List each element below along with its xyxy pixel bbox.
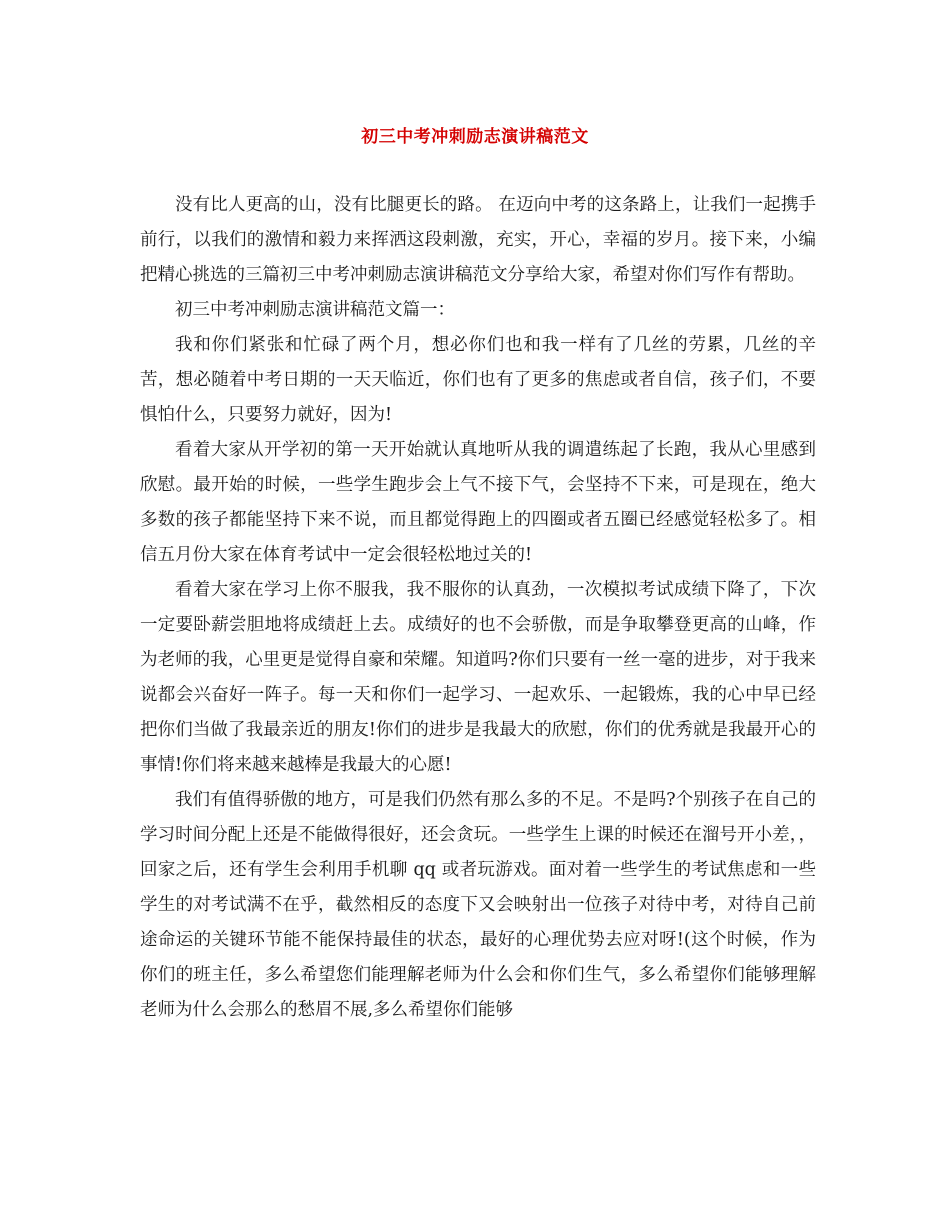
- section-heading: 初三中考冲刺励志演讲稿范文篇一：: [175, 300, 455, 320]
- document-title: 初三中考冲刺励志演讲稿范文: [361, 127, 589, 147]
- document-body: [140, 188, 816, 1028]
- paragraph: 看着大家在学习上你不服我，我不服你的认真劲，一次模拟考试成绩下降了，下次一定要卧薪尝胆地将成绩赶上去。成绩好的也不会骄傲，而是争取攀登更高的山峰，作为老师的我，心里更是觉得自豪和荣耀。知道吗?你们只要有一丝一毫的进步，对于我来说都会兴奋好一阵子。每一天和你们一起学习、一起欢乐、一起锻炼，我的心中早已经把你们当做了我最亲近的朋友!你们的进步是我最大的欣慰，你们的优秀就是我最开心的事情!你们将来越来越棒是我最大的心愿!: [140, 580, 816, 775]
- paragraph: 我和你们紧张和忙碌了两个月，想必你们也和我一样有了几丝的劳累，几丝的辛苦，想必随着中考日期的一天天临近，你们也有了更多的焦虑或者自信，孩子们，不要惧怕什么，只要努力就好，因为!: [140, 335, 816, 425]
- paragraph: 看着大家从开学初的第一天开始就认真地听从我的调遣练起了长跑，我从心里感到欣慰。最开始的时候，一些学生跑步会上气不接下气，会坚持不下来，可是现在，绝大多数的孩子都能坚持下来不说，而且都觉得跑上的四圈或者五圈已经感觉轻松多了。相信五月份大家在体育考试中一定会很轻松地过关的!: [140, 440, 816, 565]
- paragraph: 我们有值得骄傲的地方，可是我们仍然有那么多的不足。不是吗?个别孩子在自己的学习时间分配上还是不能做得很好，还会贪玩。一些学生上课的时候还在溜号开小差，，回家之后，还有学生会利用手机聊 qq 或者玩游戏。面对着一些学生的考试焦虑和一些学生的对考试满不在乎，截然相反的态度下又会映射出一位孩子对待中考，对待自己前途命运的关键环节能不能保持最佳的状态，最好的心理优势去应对呀!(这个时候，作为你们的班主任，多么希望您们能理解老师为什么会和你们生气，多么希望你们能够理解老师为什么会那么的愁眉不展,多么希望你们能够: [140, 790, 816, 1020]
- paragraph-intro: 没有比人更高的山，没有比腿更长的路。 在迈向中考的这条路上，让我们一起携手前行，以我们的激情和毅力来挥洒这段刺激，充实，开心，幸福的岁月。接下来，小编把精心挑选的三篇初三中考冲刺励志演讲稿范文分享给大家，希望对你们写作有帮助。: [140, 195, 816, 285]
